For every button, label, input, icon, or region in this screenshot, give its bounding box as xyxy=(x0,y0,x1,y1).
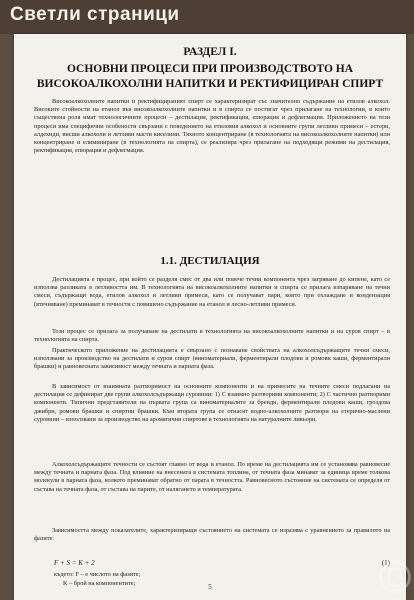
bazar-watermark-icon xyxy=(378,560,412,594)
paragraph-practical-application: Практическото приложение на дестилацията е свързано с познаване свойствата на алкохолсъдържащите течни смеси, използвани за производство на дестилати и суров спирт (виноматериали, ферментирали плодови и ромови каши, ферментирали брашки) и равновесната зависимост между течната и парната фаза. xyxy=(34,347,390,371)
legend-line-components: K – брой на компонентите; xyxy=(63,579,136,587)
site-brand-logo[interactable]: Светли страници xyxy=(10,4,180,25)
document-page xyxy=(14,34,406,600)
paragraph-distillation-use: Този процес се прилага за получаване на дестилати в технологията на високоалкохолните напитки и на суров спирт – в технологията на спирта. xyxy=(34,328,390,344)
formula-equation: F + S = K + 2 xyxy=(54,559,95,567)
paragraph-phase-rule-intro: Зависимостта между показателите, характеризиращи състоянието на системата се изразява с уравнението за правилото на фазите: xyxy=(34,527,390,543)
formula-number: (1) xyxy=(381,559,390,567)
phase-rule-formula xyxy=(54,559,390,569)
paragraph-distillation-definition: Дестилацията е процес, при който се разделя смес от два или повече течни компонента чрез загряване до кипене, като се използва разликата в летливостта им. В технологията на високоалкохолните напитки и спирта се прилага изпаряване на течни смеси, съдържащи вода, етилов алкохол и летливи примеси, като се получават пари, които при охлаждане и кондензация (втечняване) преминават в течности с повишено съдържание на етанол и лесно-летливи примеси. xyxy=(34,276,390,308)
paragraph-liquid-vapor-equilibrium: Алкохолсъдържащите течности се състоят главно от вода и етанол. По време на дестилацията им се установява равновесие между течната и парната фаза. Под влияние на внесената в системата топлина, от течната фаза минават за единица време толкова молекули в парната фаза, колкото преминават обратно от парата в течността. Равновесното състояние на системата се определя от състава на течната фаза, от състава на парите, от налягането и температурата. xyxy=(34,461,390,493)
subsection-title: 1.1. ДЕСТИЛАЦИЯ xyxy=(160,255,260,267)
paragraph-raw-material-groups: В зависимост от взаимната разтворимост на основните компоненти и на примесите на течните смеси подлагани на дестилация се дефинират две групи алкохолсъдържащи суровини: 1) С взаимно разтворими компоненти; 2) С частично разтворими компоненти. Типични представители на първата група са виноматериалите за бренди, ферментирали плодови каши, гроздова джибри, ромови брашки и спиртни брашки. Към втората група се отнасят водно-алкохолните разтвори на етерично-маслени суровини – използвани за производство на ароматични спиртове в технологията на натуралните ликьори. xyxy=(34,383,390,423)
intro-paragraph: Високоалкохолните напитки и ректифицираният спирт се характеризират със значително съдържание на етилов алкохол. Високите стойности на етанол във високоалкохолните напитки и в спирта се постигат чрез прилагане на технологии, в които съществена роля имат технологичните процеси – дестилация, ректификация, епюрация и дефлегмация. Приложението на тези процеси има специфични особености свързани с поведението на етиловия алкохол и основните групи летливи примеси – естери, алдехиди, висши алкохоли и летливи масти киселини. Тяхното концентриране (в технологията на високоалкохолните напитки) или концентриране и елиминиране (в технологията на спирта), се реализира чрез прилагане на подходящи режими на дестилация, ректификация, епюрация и дефлегмация. xyxy=(34,98,390,155)
legend-line-phases: където: F – е числото на фазите; xyxy=(54,571,141,578)
section-title: РАЗДЕЛ I. xyxy=(183,46,237,58)
chapter-title: ОСНОВНИ ПРОЦЕСИ ПРИ ПРОИЗВОДСТВОТО НА ВИСОКОАЛКОХОЛНИ НАПИТКИ И РЕКТИФИЦИРАН СПИРТ xyxy=(36,63,384,90)
site-header xyxy=(0,0,414,34)
page-number: 5 xyxy=(208,583,212,591)
